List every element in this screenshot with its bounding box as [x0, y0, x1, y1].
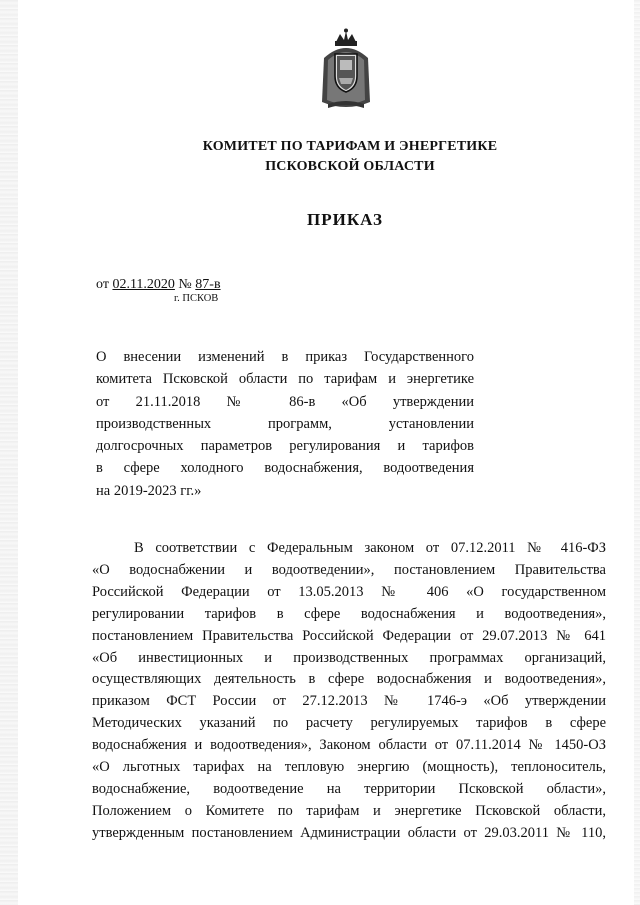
body-line: приказом ФСТ России от 27.12.2013 № 1746-э «Об утверждении [92, 693, 606, 710]
scan-edge-right [634, 0, 640, 905]
order-number-sign: № [178, 277, 192, 292]
subject-line: в сфере холодного водоснабжения, водоотведения [96, 460, 474, 477]
order-number: 87-в [195, 277, 221, 292]
body-line: «Об инвестиционных и производственных программах организаций, [92, 649, 606, 666]
body-line: «О льготных тарифах на тепловую энергию (мощность), теплоноситель, [92, 759, 606, 776]
subject-line: производственных программ, установлении [96, 415, 474, 432]
organization-name-line2: ПСКОВСКОЙ ОБЛАСТИ [265, 159, 435, 174]
order-city: г. ПСКОВ [174, 293, 219, 304]
scan-edge-left [0, 0, 18, 905]
body-line: регулировании тарифов в сфере водоснабжения и водоотведения», [92, 605, 606, 622]
order-subject [96, 346, 474, 502]
body-line: «О водоснабжении и водоотведении», постановлением Правительства [92, 561, 606, 578]
subject-line: комитета Псковской области по тарифам и энергетике [96, 371, 474, 388]
coat-of-arms-emblem [318, 28, 374, 112]
subject-line: от 21.11.2018 № 86-в «Об утверждении [96, 393, 474, 410]
order-date-number [96, 277, 221, 293]
body-line: осуществляющих деятельность в сфере водоснабжения и водоотведения», [92, 671, 606, 688]
body-line: Методических указаний по расчету регулируемых тарифов в сфере [92, 715, 606, 732]
subject-line: долгосрочных параметров регулирования и тарифов [96, 438, 474, 455]
order-body-paragraph [92, 538, 606, 845]
order-date: 02.11.2020 [112, 277, 175, 292]
body-line: постановлением Правительства Российской Федерации от 29.07.2013 № 641 [92, 627, 606, 644]
body-line: утвержденным постановлением Администрации области от 29.03.2011 № 110, [92, 824, 606, 841]
body-line: В соответствии с Федеральным законом от 07.12.2011 № 416-ФЗ [134, 540, 606, 556]
body-line: водоснабжение, водоотведение на территории Псковской области», [92, 780, 606, 797]
body-line: Российской Федерации от 13.05.2013 № 406 «О государственном [92, 583, 606, 600]
subject-line: на 2019-2023 гг.» [96, 482, 202, 499]
document-title: ПРИКАЗ [307, 210, 383, 229]
order-prefix: от [96, 277, 109, 292]
body-line: Положением о Комитете по тарифам и энергетике Псковской области, [92, 802, 606, 819]
organization-name-line1: КОМИТЕТ ПО ТАРИФАМ И ЭНЕРГЕТИКЕ [202, 139, 498, 154]
subject-line: О внесении изменений в приказ Государственного [96, 349, 474, 365]
body-line: водоснабжения и водоотведения», Законом области от 07.11.2014 № 1450-ОЗ [92, 737, 606, 754]
